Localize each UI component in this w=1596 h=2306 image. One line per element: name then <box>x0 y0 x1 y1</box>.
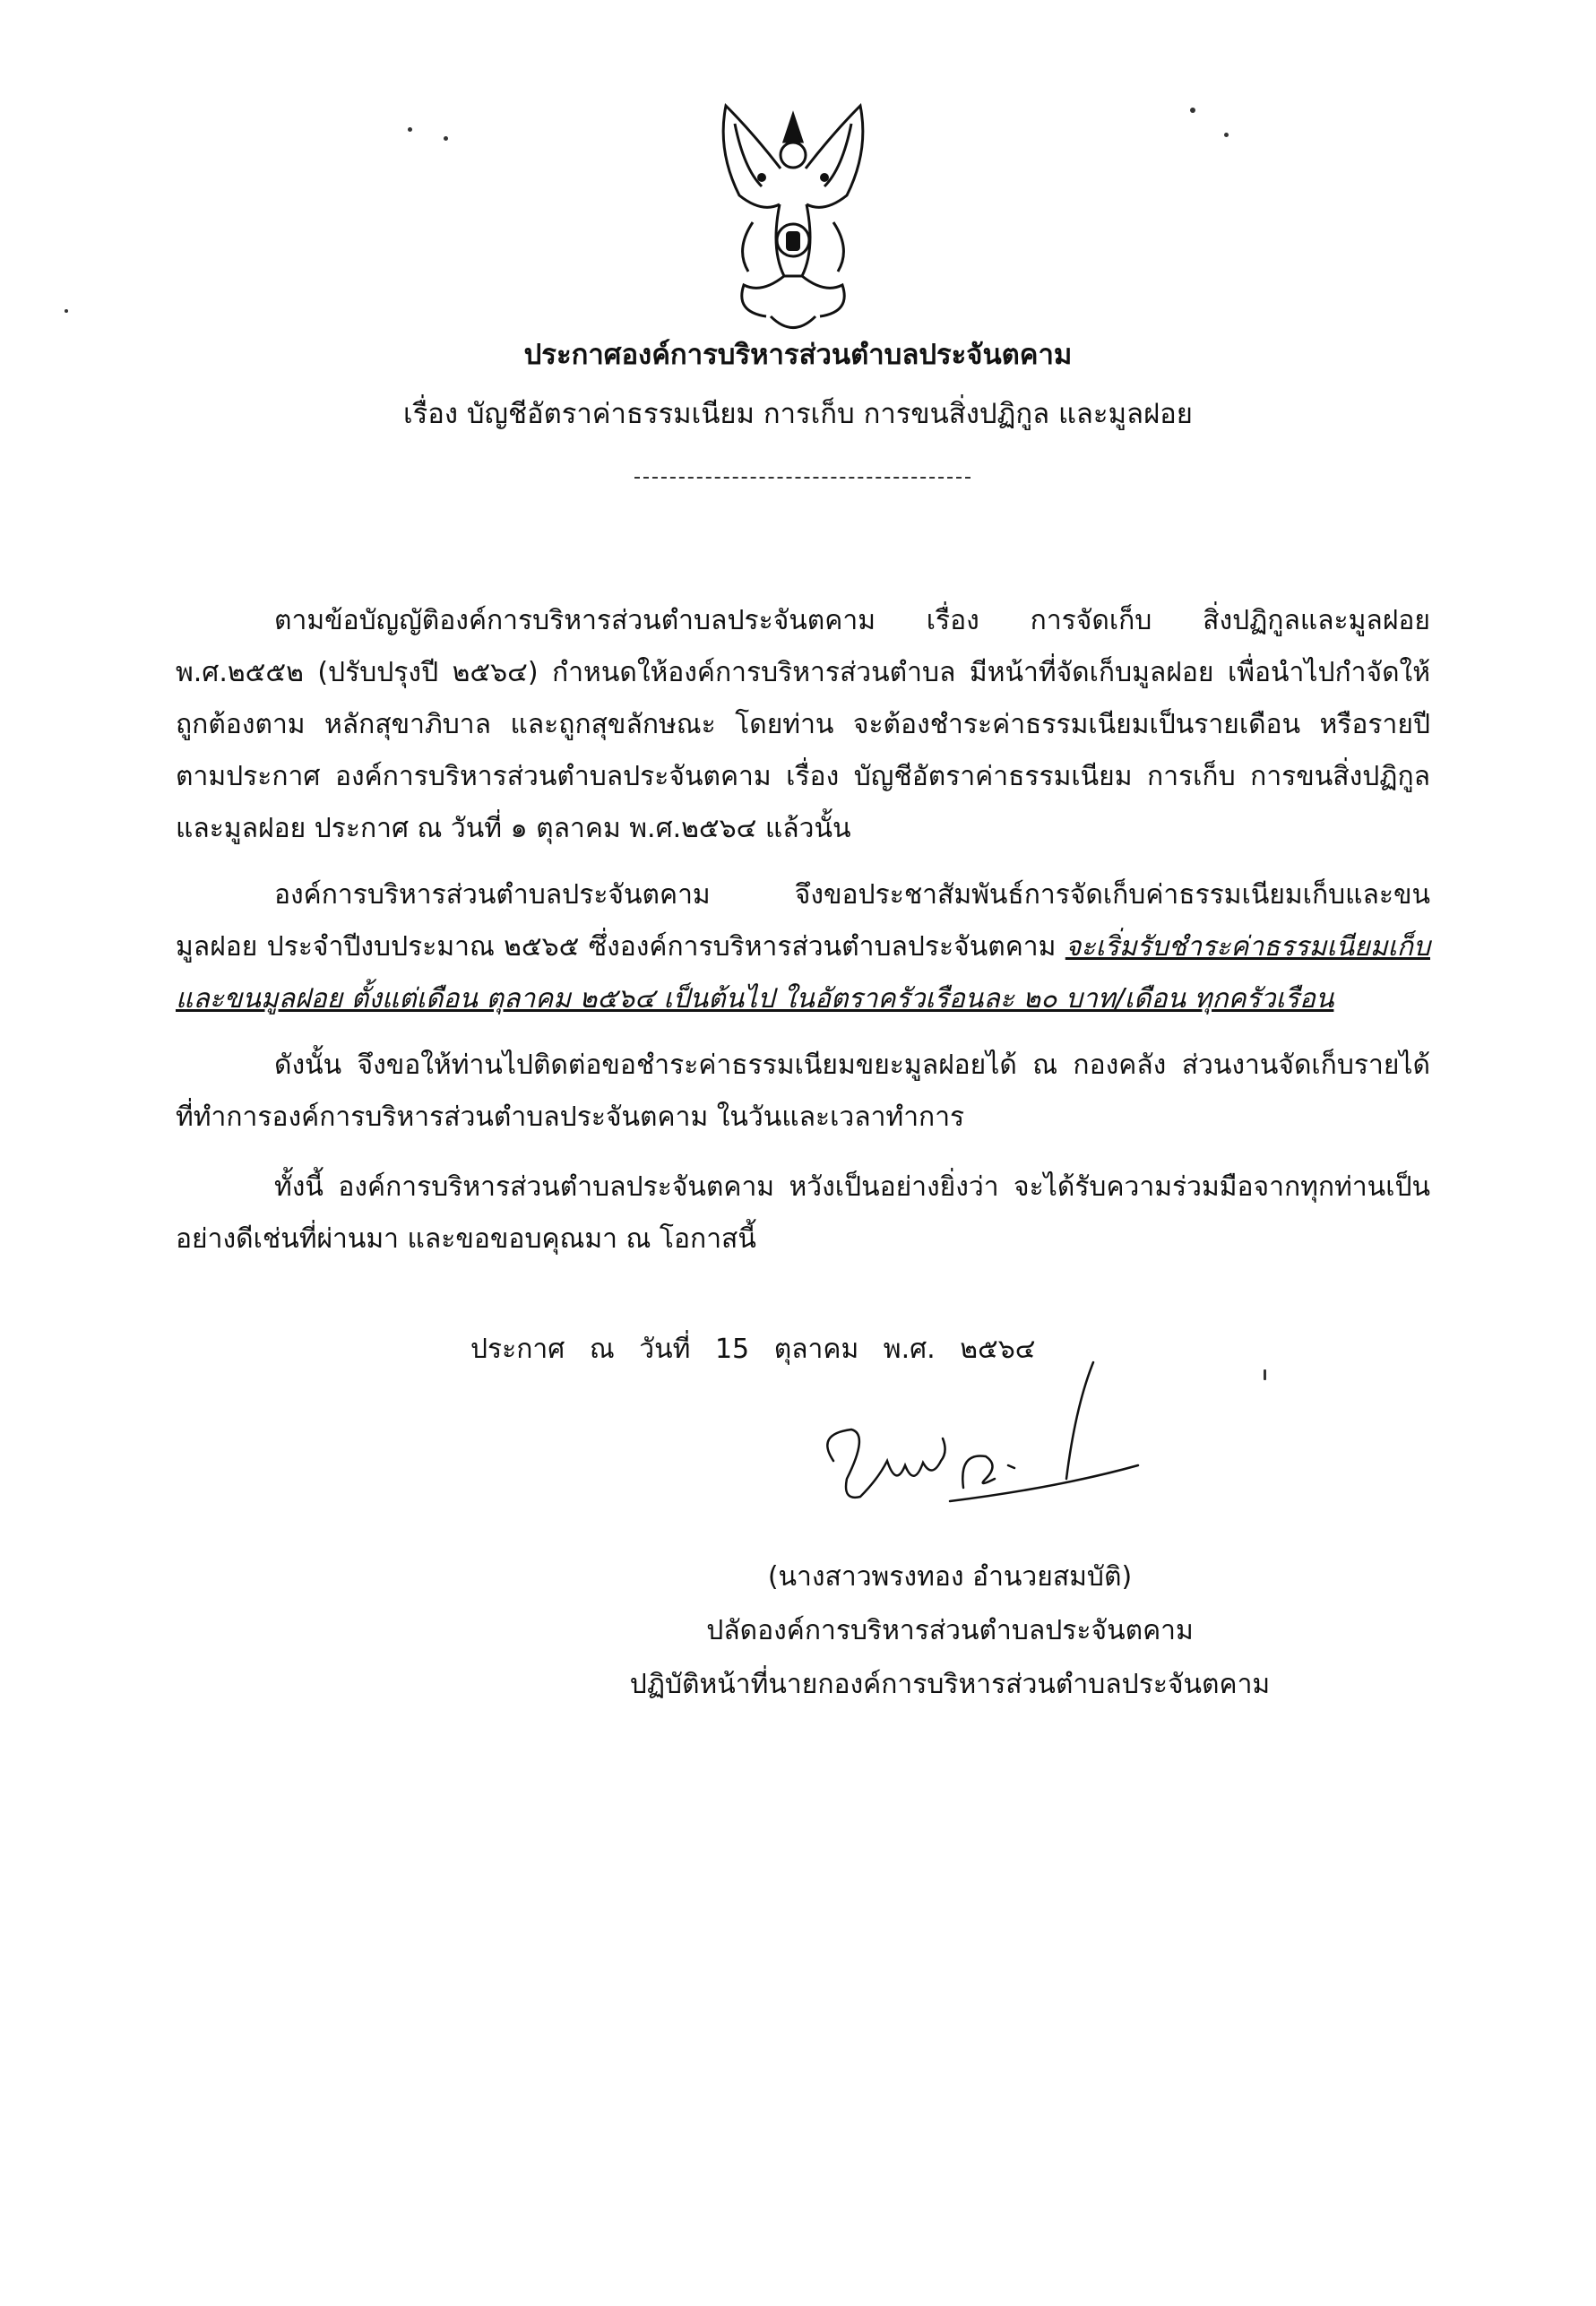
paragraph-2 <box>176 869 1430 1025</box>
paragraph-3-text: ดังนั้น จึงขอให้ท่านไปติดต่อขอชำระค่าธรรมเนียมขยะมูลฝอยได้ ณ กองคลัง ส่วนงานจัดเก็บรายได้ ที่ทำการองค์การบริหารส่วนตำบลประจันตคาม ในวันและเวลาทำการ <box>176 1049 1430 1133</box>
date-day: 15 <box>714 1334 750 1365</box>
scan-speck <box>444 136 448 141</box>
signature-icon <box>807 1353 1183 1559</box>
scan-speck <box>1264 1369 1266 1380</box>
announcement-title: ประกาศองค์การบริหารส่วนตำบลประจันตคาม <box>523 339 1073 371</box>
garuda-emblem-icon <box>699 97 887 339</box>
date-year: ๒๕๖๔ <box>960 1334 1036 1365</box>
date-prefix: ประกาศ <box>470 1334 565 1365</box>
signer-position: ปลัดองค์การบริหารส่วนตำบลประจันตคาม <box>706 1615 1194 1646</box>
scan-speck <box>65 309 68 313</box>
paragraph-4 <box>176 1162 1430 1265</box>
signer-acting-position: ปฏิบัติหน้าที่นายกองค์การบริหารส่วนตำบลประจันตคาม <box>629 1669 1271 1700</box>
date-era: พ.ศ. <box>883 1334 936 1365</box>
title-divider <box>634 477 971 479</box>
scan-speck <box>1224 133 1229 137</box>
paragraph-2-text: องค์การบริหารส่วนตำบลประจันตคาม จึงขอประชาสัมพันธ์การจัดเก็บค่าธรรมเนียมเก็บและขนมูลฝอย ประจำปีงบประมาณ ๒๕๖๕ ซึ่งองค์การบริหารส่วนตำบลประจันตคาม <box>176 879 1430 963</box>
paragraph-1 <box>176 595 1430 855</box>
date-month: ตุลาคม <box>773 1334 859 1365</box>
date-day-label: วันที่ <box>639 1334 691 1365</box>
scan-speck <box>408 127 412 132</box>
signer-name: (นางสาวพรงทอง อำนวยสมบัติ) <box>767 1561 1133 1593</box>
paragraph-3 <box>176 1040 1430 1144</box>
scan-speck <box>1190 108 1195 113</box>
date-at: ณ <box>589 1334 615 1365</box>
paragraph-1-text: ตามข้อบัญญัติองค์การบริหารส่วนตำบลประจันตคาม เรื่อง การจัดเก็บ สิ่งปฏิกูลและมูลฝอย พ.ศ.๒๕๕๒ (ปรับปรุงปี ๒๕๖๔) กำหนดให้องค์การบริหารส่วนตำบล มีหน้าที่จัดเก็บมูลฝอย เพื่อนำไปกำจัดให้ถูกต้องตาม หลักสุขาภิบาล และถูกสุขลักษณะ โดยท่าน จะต้องชำระค่าธรรมเนียมเป็นรายเดือน หรือรายปี ตามประกาศ องค์การบริหารส่วนตำบลประจันตคาม เรื่อง บัญชีอัตราค่าธรรมเนียม การเก็บ การขนสิ่งปฏิกูลและมูลฝอย ประกาศ ณ วันที่ ๑ ตุลาคม พ.ศ.๒๕๖๔ แล้วนั้น <box>176 605 1430 844</box>
announcement-subject: เรื่อง บัญชีอัตราค่าธรรมเนียม การเก็บ การขนสิ่งปฏิกูล และมูลฝอย <box>403 398 1193 430</box>
paragraph-4-text: ทั้งนี้ องค์การบริหารส่วนตำบลประจันตคาม หวังเป็นอย่างยิ่งว่า จะได้รับความร่วมมือจากทุกท่านเป็นอย่างดีเช่นที่ผ่านมา และขอขอบคุณมา ณ โอกาสนี้ <box>176 1171 1430 1255</box>
paragraph-2-emphasis: จะเริ่มรับชำระค่าธรรมเนียมเก็บและขนมูลฝอย ตั้งแต่เดือน ตุลาคม ๒๕๖๔ เป็นต้นไป ในอัตราครัวเรือนละ ๒๐ บาท/เดือน ทุกครัวเรือน <box>176 931 1430 1015</box>
